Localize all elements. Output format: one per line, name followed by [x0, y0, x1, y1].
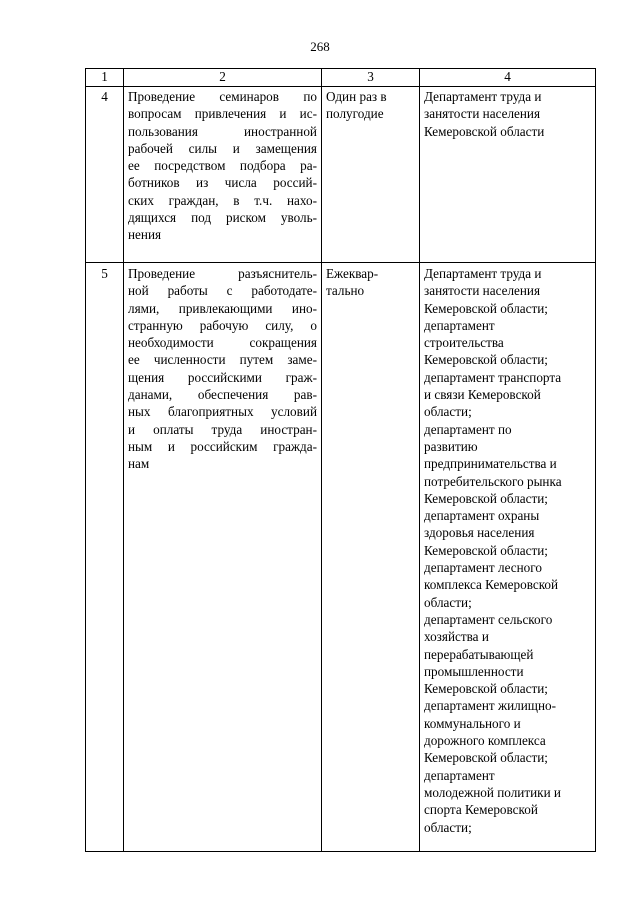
activity-line: щения российскими граж- [128, 369, 317, 385]
responsible-line: Кемеровской области; [424, 490, 548, 506]
responsible-line: области; [424, 819, 472, 835]
responsible-line: области; [424, 404, 472, 420]
responsible-line: дорожного комплекса [424, 733, 546, 749]
header-col-2: 2 [124, 69, 322, 87]
responsible-line: департамент жилищно- [424, 698, 556, 714]
activity-line: пользования иностранной [128, 123, 317, 139]
responsible-cell [420, 263, 596, 852]
activity-cell [124, 87, 322, 263]
activity-line: вопросам привлечения и ис- [128, 106, 317, 122]
header-col-4: 4 [420, 69, 596, 87]
responsible-line: департамент лесного [424, 560, 542, 576]
responsible-line: департамент транспорта [424, 369, 562, 385]
responsible-line: спорта Кемеровской [424, 802, 538, 818]
activity-line: ее численности путем заме- [128, 352, 317, 368]
term-line: полугодие [326, 106, 384, 122]
activity-line: ной работы с работодате- [128, 283, 317, 299]
activity-line: Проведение разъяснитель- [128, 266, 317, 281]
responsible-line: Кемеровской области [424, 123, 545, 139]
responsible-line: коммунального и [424, 715, 521, 731]
responsible-line: промышленности [424, 663, 524, 679]
activity-line: ботников из числа россий- [128, 175, 317, 191]
responsible-line: комплекса Кемеровской [424, 577, 559, 593]
measures-table [85, 68, 596, 852]
responsible-line: департамент [424, 317, 495, 333]
header-col-3: 3 [322, 69, 420, 87]
responsible-line: занятости населения [424, 106, 541, 122]
term-cell [322, 263, 420, 852]
responsible-line: Департамент труда и [424, 266, 542, 281]
page-number: 268 [310, 39, 330, 54]
activity-cell [124, 263, 322, 852]
responsible-line: Кемеровской области; [424, 352, 548, 368]
activity-line: нения [128, 227, 162, 243]
responsible-line: перерабатывающей [424, 646, 534, 662]
responsible-line: департамент по [424, 421, 512, 437]
term-line: Один раз в [326, 89, 387, 104]
term-line: тально [326, 283, 365, 299]
activity-line: нам [128, 456, 150, 472]
activity-line: ских граждан, в т.ч. нахо- [128, 192, 317, 208]
activity-line: необходимости сокращения [128, 335, 317, 351]
responsible-line: развитию [424, 438, 478, 454]
responsible-line: Кемеровской области; [424, 750, 548, 766]
table-row [86, 263, 596, 852]
responsible-line: потребительского рынка [424, 473, 562, 489]
table-row [86, 87, 596, 263]
responsible-line: департамент [424, 767, 495, 783]
term-cell [322, 87, 420, 263]
activity-line: рабочей силы и замещения [128, 140, 317, 156]
activity-line: ее посредством подбора ра- [128, 158, 317, 174]
responsible-line: департамент сельского [424, 611, 553, 627]
responsible-line: Кемеровской области; [424, 542, 548, 558]
responsible-line: департамент охраны [424, 508, 540, 524]
responsible-line: Кемеровской области; [424, 681, 548, 697]
responsible-line: здоровья населения [424, 525, 535, 541]
responsible-line: молодежной политики и [424, 784, 561, 800]
responsible-line: и связи Кемеровской [424, 387, 541, 403]
responsible-line: Департамент труда и [424, 89, 542, 104]
header-col-1: 1 [86, 69, 124, 87]
activity-line: дящихся под риском уволь- [128, 210, 317, 226]
activity-line: лями, привлекающими ино- [128, 300, 317, 316]
term-line: Ежеквар- [326, 266, 379, 281]
responsible-line: занятости населения [424, 283, 541, 299]
activity-line: Проведение семинаров по [128, 89, 317, 104]
responsible-line: области; [424, 594, 472, 610]
responsible-line: строительства [424, 335, 504, 351]
row-number: 5 [86, 263, 124, 852]
row-number: 4 [86, 87, 124, 263]
activity-line: ных благоприятных условий [128, 404, 317, 420]
activity-line: данами, обеспечения рав- [128, 387, 317, 403]
responsible-line: Кемеровской области; [424, 300, 548, 316]
activity-line: странную рабочую силу, о [128, 317, 317, 333]
responsible-line: хозяйства и [424, 629, 489, 645]
table-header-row [86, 69, 596, 87]
activity-line: ным и российским гражда- [128, 438, 317, 454]
responsible-line: предпринимательства и [424, 456, 557, 472]
responsible-cell [420, 87, 596, 263]
activity-line: и оплаты труда иностран- [128, 421, 317, 437]
